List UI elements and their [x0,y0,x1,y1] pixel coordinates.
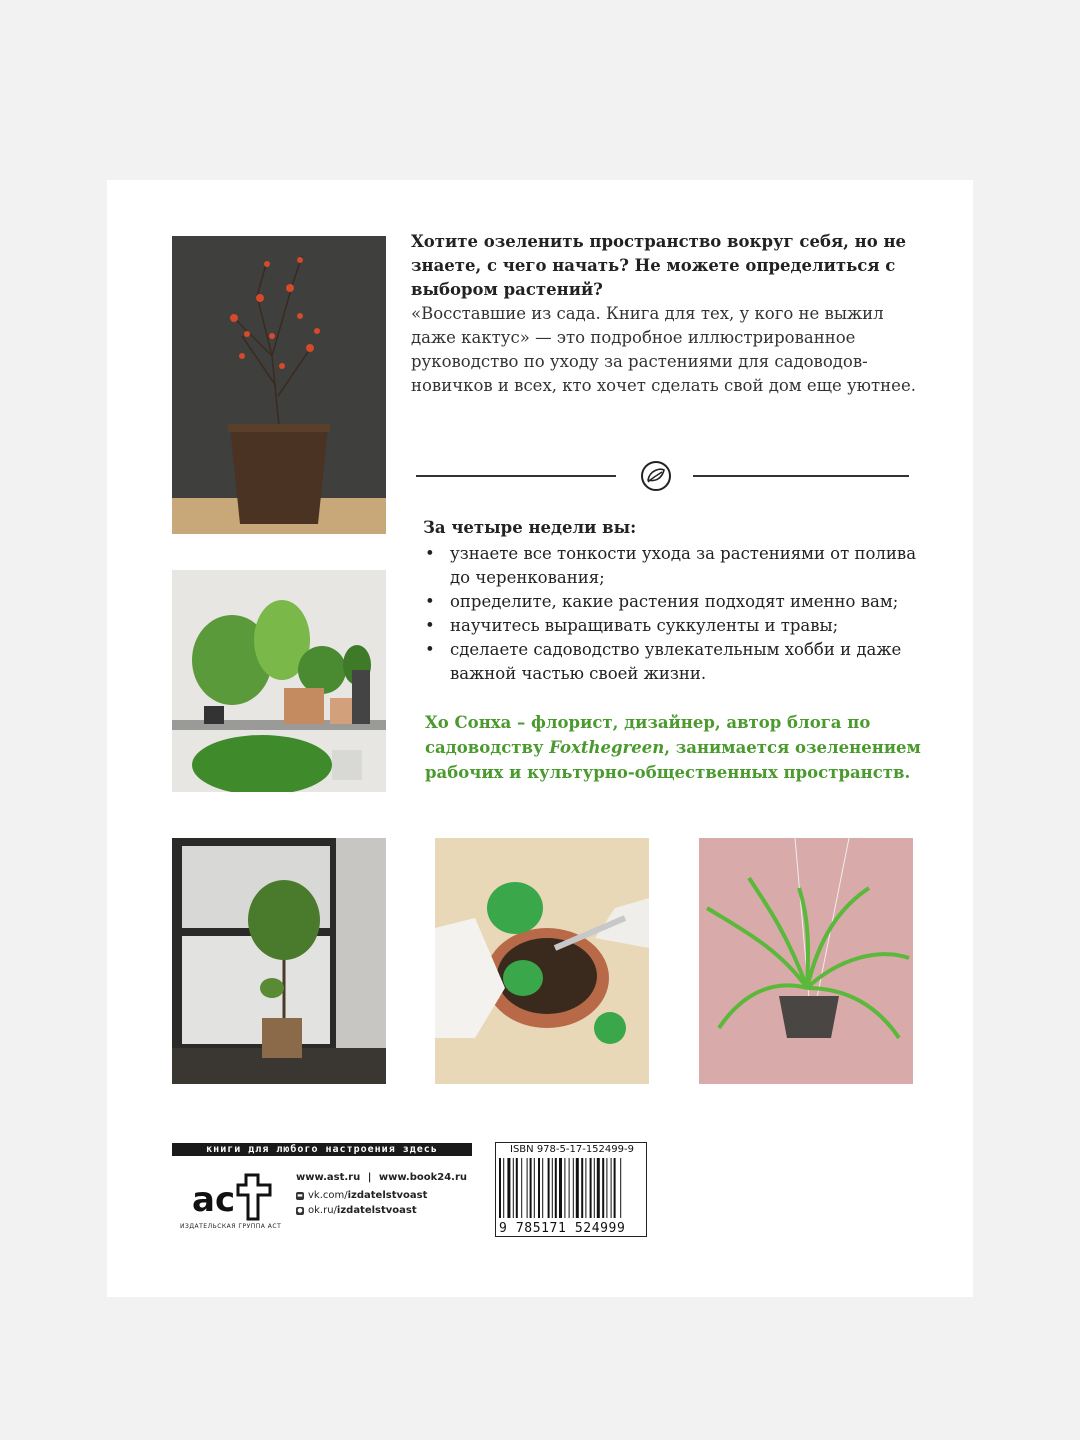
link-separator: | [364,1172,375,1183]
website-book24-link[interactable]: www.book24.ru [378,1172,468,1183]
photo-window-tree [172,838,386,1084]
section-divider [416,462,909,490]
isbn-digits: 9 785171 524999 [499,1221,626,1236]
author-bio-part1: Хо Сонха – флорист, дизайнер, автор блога по садоводству [425,713,871,757]
vk-icon: ▬ [297,1191,303,1199]
photo-plants-shelf [172,570,386,792]
list-item: • сделаете садоводство увлекательным хобби и даже важной частью своей жизни. [425,638,930,686]
vk-link[interactable] [296,1188,467,1203]
divider-line-right [693,475,909,477]
vk-prefix: vk.com/ [308,1190,348,1201]
ok-handle: izdatelstvoast [336,1205,417,1216]
slogan-strip: книги для любого настроения здесь [172,1143,472,1156]
list-item: • узнаете все тонкости ухода за растениями от полива до черенкования; [425,542,930,590]
website-ast-link[interactable]: www.ast.ru [296,1172,361,1183]
ok-link[interactable] [296,1203,467,1218]
barcode-icon [499,1158,642,1218]
author-bio-part2: , занимается озеленением рабочих и культурно-общественных пространств. [425,738,921,782]
intro-lead: Хотите озеленить пространство вокруг себя, но не знаете, с чего начать? Не можете определиться с выбором растений? [411,232,907,299]
photo-succulent-repotting [435,838,649,1084]
author-bio [425,710,930,785]
svg-text:ac: ac [192,1180,236,1220]
leaf-emblem-icon [640,460,672,492]
isbn-label: ISBN 978-5-17-152499-9 [510,1144,634,1155]
publisher-caption: ИЗДАТЕЛЬСКАЯ ГРУППА АСТ [180,1223,282,1230]
publisher-links [296,1170,467,1218]
isbn-barcode-block [495,1142,647,1237]
photo-flowering-branch [172,236,386,534]
ok-icon: ● [297,1206,303,1214]
list-item: • определите, какие растения подходят именно вам; [425,590,930,614]
photo-hanging-fern [699,838,913,1084]
author-blog-name: Foxthegreen [549,738,665,757]
divider-line-left [416,475,616,477]
four-weeks-section [425,516,930,686]
four-weeks-list [425,542,930,686]
intro-text [411,230,931,398]
list-item: • научитесь выращивать суккуленты и травы; [425,614,930,638]
intro-body: «Восставшие из сада. Книга для тех, у кого не выжил даже кактус» — это подробное иллюстрированное руководство по уходу за растениями для садоводов-новичков и всех, кто хочет сделать свой дом еще уютнее. [411,304,916,395]
ast-logo-icon [186,1163,276,1225]
website-links [296,1170,467,1185]
ok-prefix: ok.ru/ [308,1205,337,1216]
four-weeks-heading: За четыре недели вы: [423,518,637,537]
vk-handle: izdatelstvoast [347,1190,428,1201]
